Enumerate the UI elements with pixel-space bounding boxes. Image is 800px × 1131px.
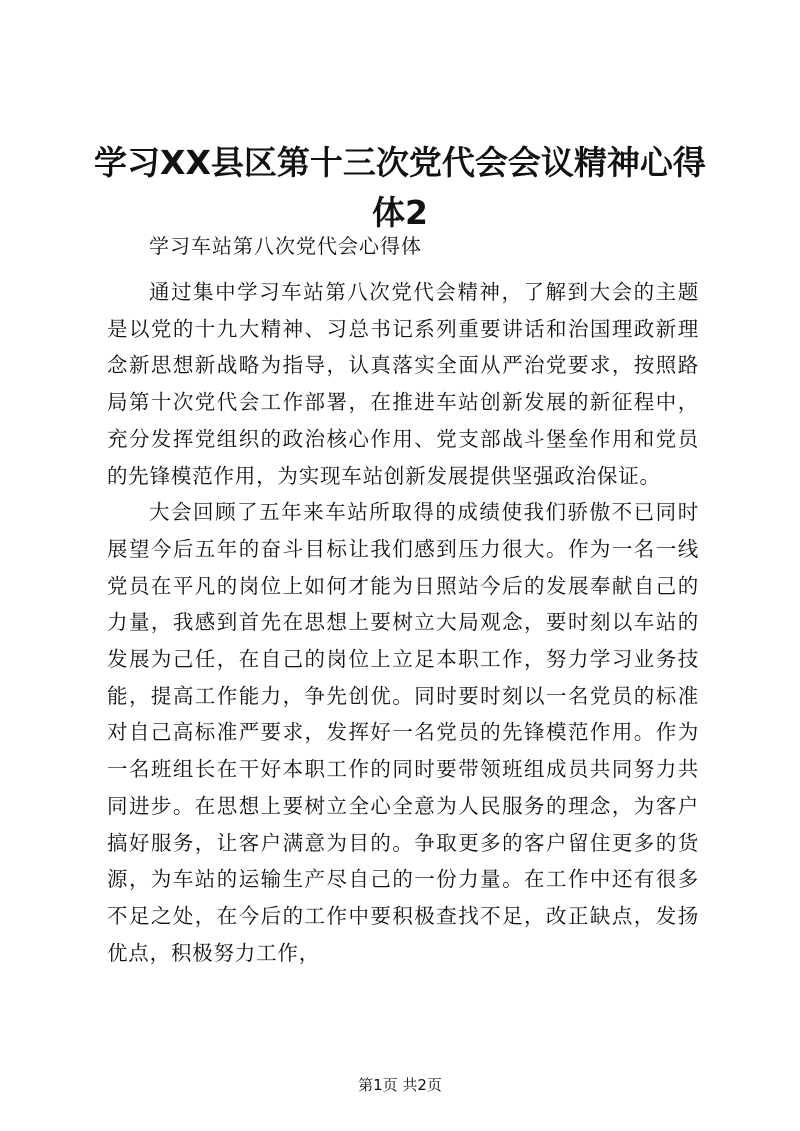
document-body xyxy=(107,228,699,971)
document-title: 学习XX县区第十三次党代会会议精神心得体2 xyxy=(94,143,706,232)
paragraph: 通过集中学习车站第八次党代会精神，了解到大会的主题是以党的十九大精神、习总书记系列重要讲话和治国理政新理念新思想新战略为指导，认真落实全面从严治党要求，按照路局第十次党代会工作部署，在推进车站创新发展的新征程中，充分发挥党组织的政治核心作用、党支部战斗堡垒作用和党员的先锋模范作用，为实现车站创新发展提供坚强政治保证。 xyxy=(107,280,699,488)
page-footer: 第1页 共2页 xyxy=(358,1076,442,1094)
document-subtitle: 学习车站第八次党代会心得体 xyxy=(149,234,422,258)
paragraph: 大会回顾了五年来车站所取得的成绩使我们骄傲不已同时展望今后五年的奋斗目标让我们感到压力很大。作为一名一线党员在平凡的岗位上如何才能为日照站今后的发展奉献自己的力量，我感到首先在思想上要树立大局观念，要时刻以车站的发展为己任，在自己的岗位上立足本职工作，努力学习业务技能，提高工作能力，争先创优。同时要时刻以一名党员的标准对自己高标准严要求，发挥好一名党员的先锋模范作用。作为一名班组长在干好本职工作的同时要带领班组成员共同努力共同进步。在思想上要树立全心全意为人民服务的理念，为客户搞好服务，让客户满意为目的。争取更多的客户留住更多的货源，为车站的运输生产尽自己的一份力量。在工作中还有很多不足之处，在今后的工作中要积极查找不足，改正缺点，发扬优点，积极努力工作， xyxy=(107,500,699,965)
